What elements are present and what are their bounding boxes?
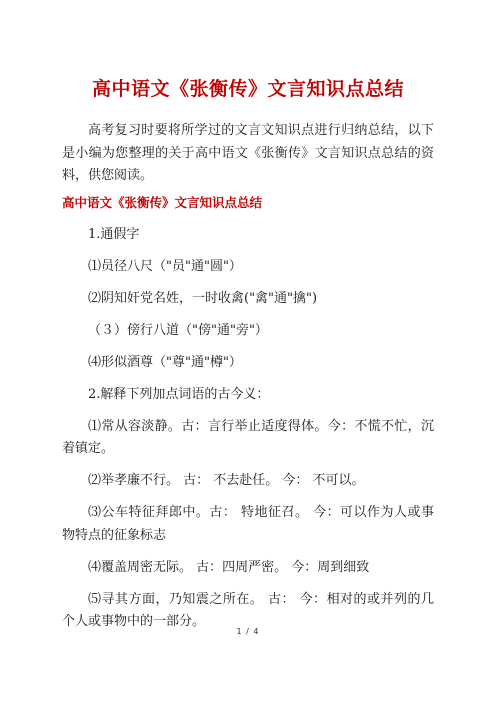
body-line: ⑸寻其方面，乃知震之所在。 古： 今：相对的或并列的几个人或事物中的一部分。 [62,591,434,629]
body-line: ⑴常从容淡静。古：言行举止适度得体。今：不慌不忙，沉着镇定。 [62,418,434,456]
body-line: 1.通假字 [88,226,140,242]
body-line: ⑶公车特征拜郎中。古： 特地征召。 今：可以作为人或事物特点的征象标志 [62,505,434,543]
body-line: ⑷覆盖周密无际。 古：四周严密。 今：周到细致 [88,559,370,575]
body-line: （３）傍行八道（"傍"通"旁"） [88,322,268,338]
section-heading: 高中语文《张衡传》文言知识点总结 [62,194,263,210]
page-number: 1 / 4 [236,627,260,636]
intro-paragraph: 高考复习时要将所学过的文言文知识点进行归纳总结，以下是小编为您整理的关于高中语文《张衡传》文言知识点总结的资料，供您阅读。 [62,123,434,183]
body-line: ⑴员径八尺（"员"通"圆"） [88,258,242,274]
body-line: 2.解释下列加点词语的古今义： [88,386,270,402]
document-title: 高中语文《张衡传》文言知识点总结 [91,78,404,100]
body-line: ⑵阴知奸党名姓，一时收禽("禽"通"擒") [88,290,318,306]
document-body [62,120,434,643]
body-line: ⑷形似酒尊（"尊"通"樽"） [88,354,242,370]
body-line: ⑵举孝廉不行。 古： 不去赴任。 今： 不可以。 [88,473,365,488]
